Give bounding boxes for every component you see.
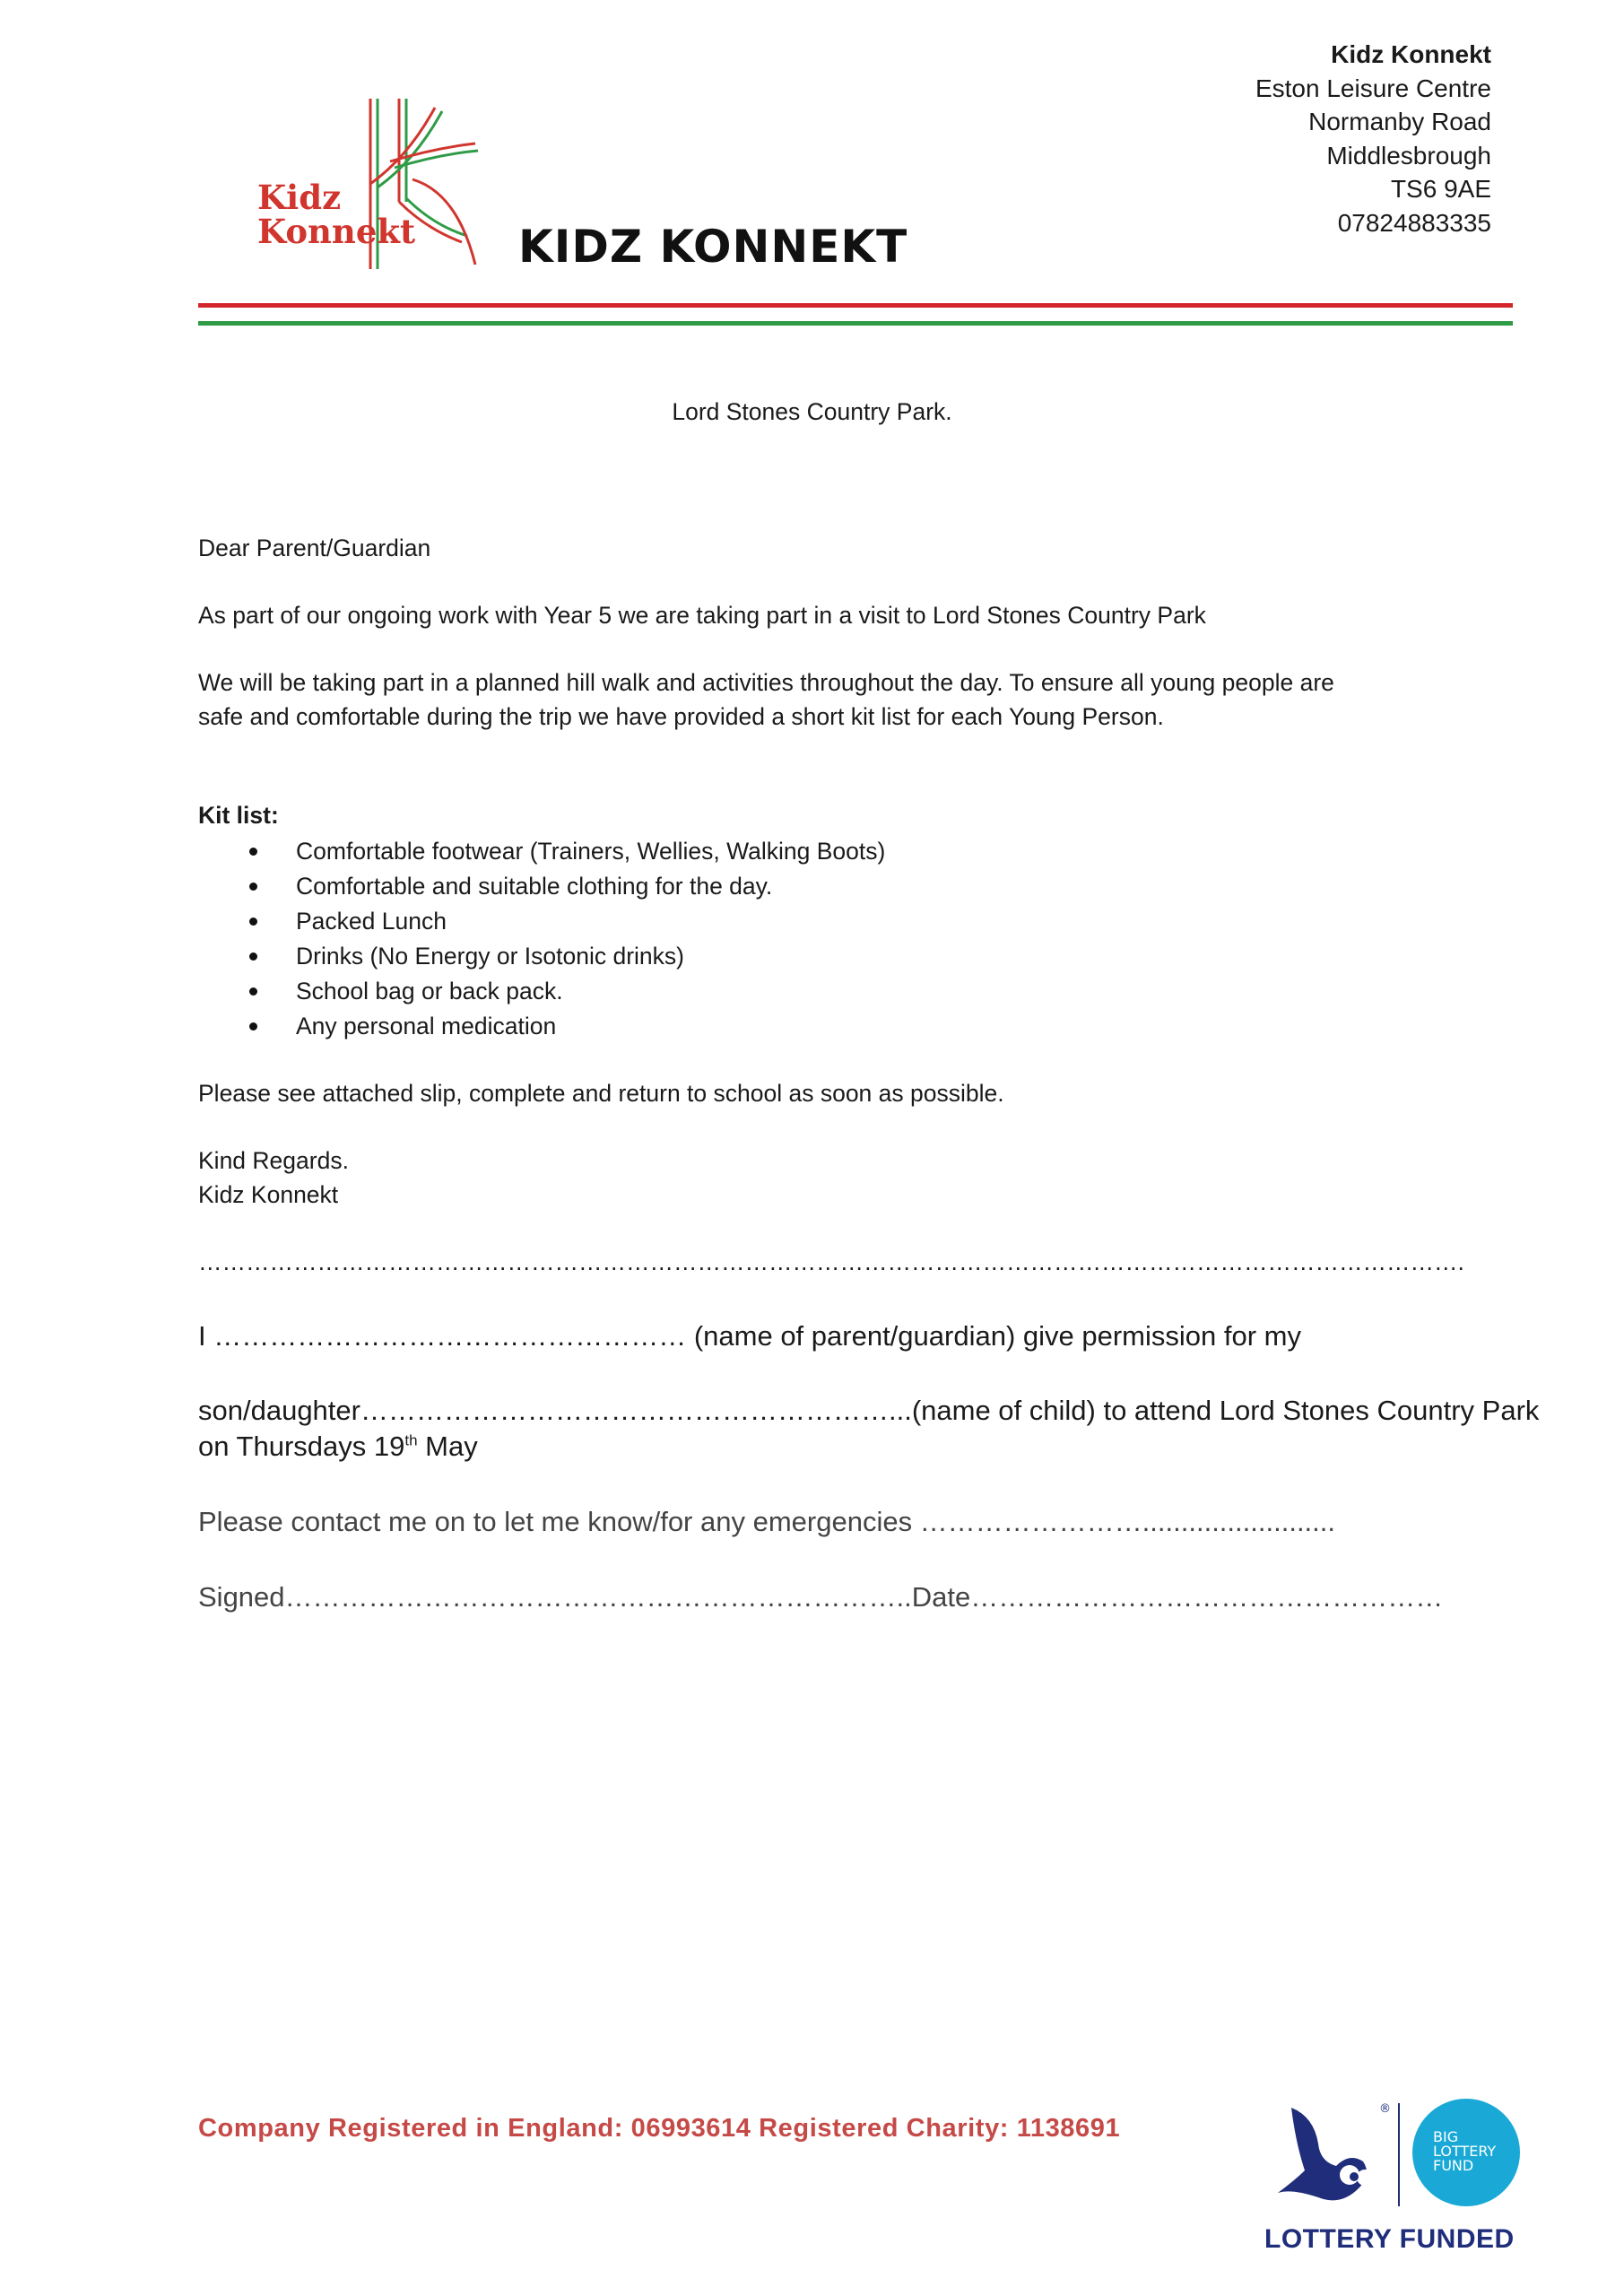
sender-address — [1255, 38, 1491, 239]
paragraph-2-line1: We will be taking part in a planned hill walk and activities throughout the day. To ensure all young people are — [198, 669, 1334, 696]
address-line3: Middlesbrough — [1326, 141, 1491, 170]
kit-list — [198, 834, 885, 1044]
lottery-funded-logo — [1264, 2090, 1533, 2265]
list-item: Packed Lunch — [198, 904, 885, 939]
sign-name: Kidz Konnekt — [198, 1181, 339, 1208]
address-line1: Eston Leisure Centre — [1255, 74, 1491, 102]
trip-date-line: on Thursdays 19th May — [198, 1431, 478, 1462]
bullet-icon — [249, 1022, 257, 1031]
header-rule-red — [198, 303, 1513, 308]
brand-title: KIDZ KONNEKT — [518, 221, 908, 273]
bullet-icon — [249, 987, 257, 996]
list-item: Comfortable and suitable clothing for the day. — [198, 869, 885, 904]
paragraph-1: As part of our ongoing work with Year 5 we are taking part in a visit to Lord Stones Country Park — [198, 602, 1206, 629]
salutation: Dear Parent/Guardian — [198, 535, 431, 561]
bullet-icon — [249, 883, 257, 891]
letter-subject: Lord Stones Country Park. — [672, 398, 952, 425]
paragraph-2-line2: safe and comfortable during the trip we have provided a short kit list for each Young Person. — [198, 703, 1164, 730]
lottery-funded-label: LOTTERY FUNDED — [1264, 2224, 1515, 2254]
kit-list-heading: Kit list: — [198, 802, 279, 829]
header-rule-green — [198, 321, 1513, 326]
emergency-contact-line: Please contact me on to let me know/for any emergencies ……………………......................... — [198, 1506, 1336, 1537]
closing-note: Please see attached slip, complete and return to school as soon as possible. — [198, 1080, 1004, 1107]
list-item: School bag or back pack. — [198, 974, 885, 1009]
logo-text-line1: Kidz — [257, 178, 342, 217]
bullet-icon — [249, 848, 257, 856]
address-phone: 07824883335 — [1337, 208, 1491, 237]
svg-text:®: ® — [1379, 2102, 1391, 2116]
sign-off: Kind Regards. — [198, 1147, 349, 1174]
bullet-icon — [249, 918, 257, 926]
parent-permission-line: I …………………………………………… (name of parent/guardian) give permission for my — [198, 1320, 1301, 1352]
bullet-icon — [249, 952, 257, 961]
address-org: Kidz Konnekt — [1331, 40, 1491, 68]
big-lottery-fund-text: BIG LOTTERY FUND — [1433, 2128, 1497, 2174]
cut-line: ……………………………………………………………………………………………………………………………………………. — [198, 1248, 1464, 1275]
list-item: Drinks (No Energy or Isotonic drinks) — [198, 939, 885, 974]
address-postcode: TS6 9AE — [1390, 175, 1491, 203]
kidz-konnekt-logo — [256, 94, 489, 274]
address-line2: Normanby Road — [1308, 108, 1491, 135]
logo-text-line2: Konnekt — [257, 212, 416, 251]
signature-date-line: Signed…………………………………………………………..Date…………………………………………… — [198, 1581, 1444, 1613]
company-registration: Company Registered in England: 06993614 Registered Charity: 1138691 — [198, 2114, 1121, 2143]
list-item: Comfortable footwear (Trainers, Wellies, Walking Boots) — [198, 834, 885, 869]
child-permission-line: son/daughter…………………………………………………...(name of child) to attend Lord Stones Country Park — [198, 1395, 1540, 1426]
list-item: Any personal medication — [198, 1009, 885, 1044]
